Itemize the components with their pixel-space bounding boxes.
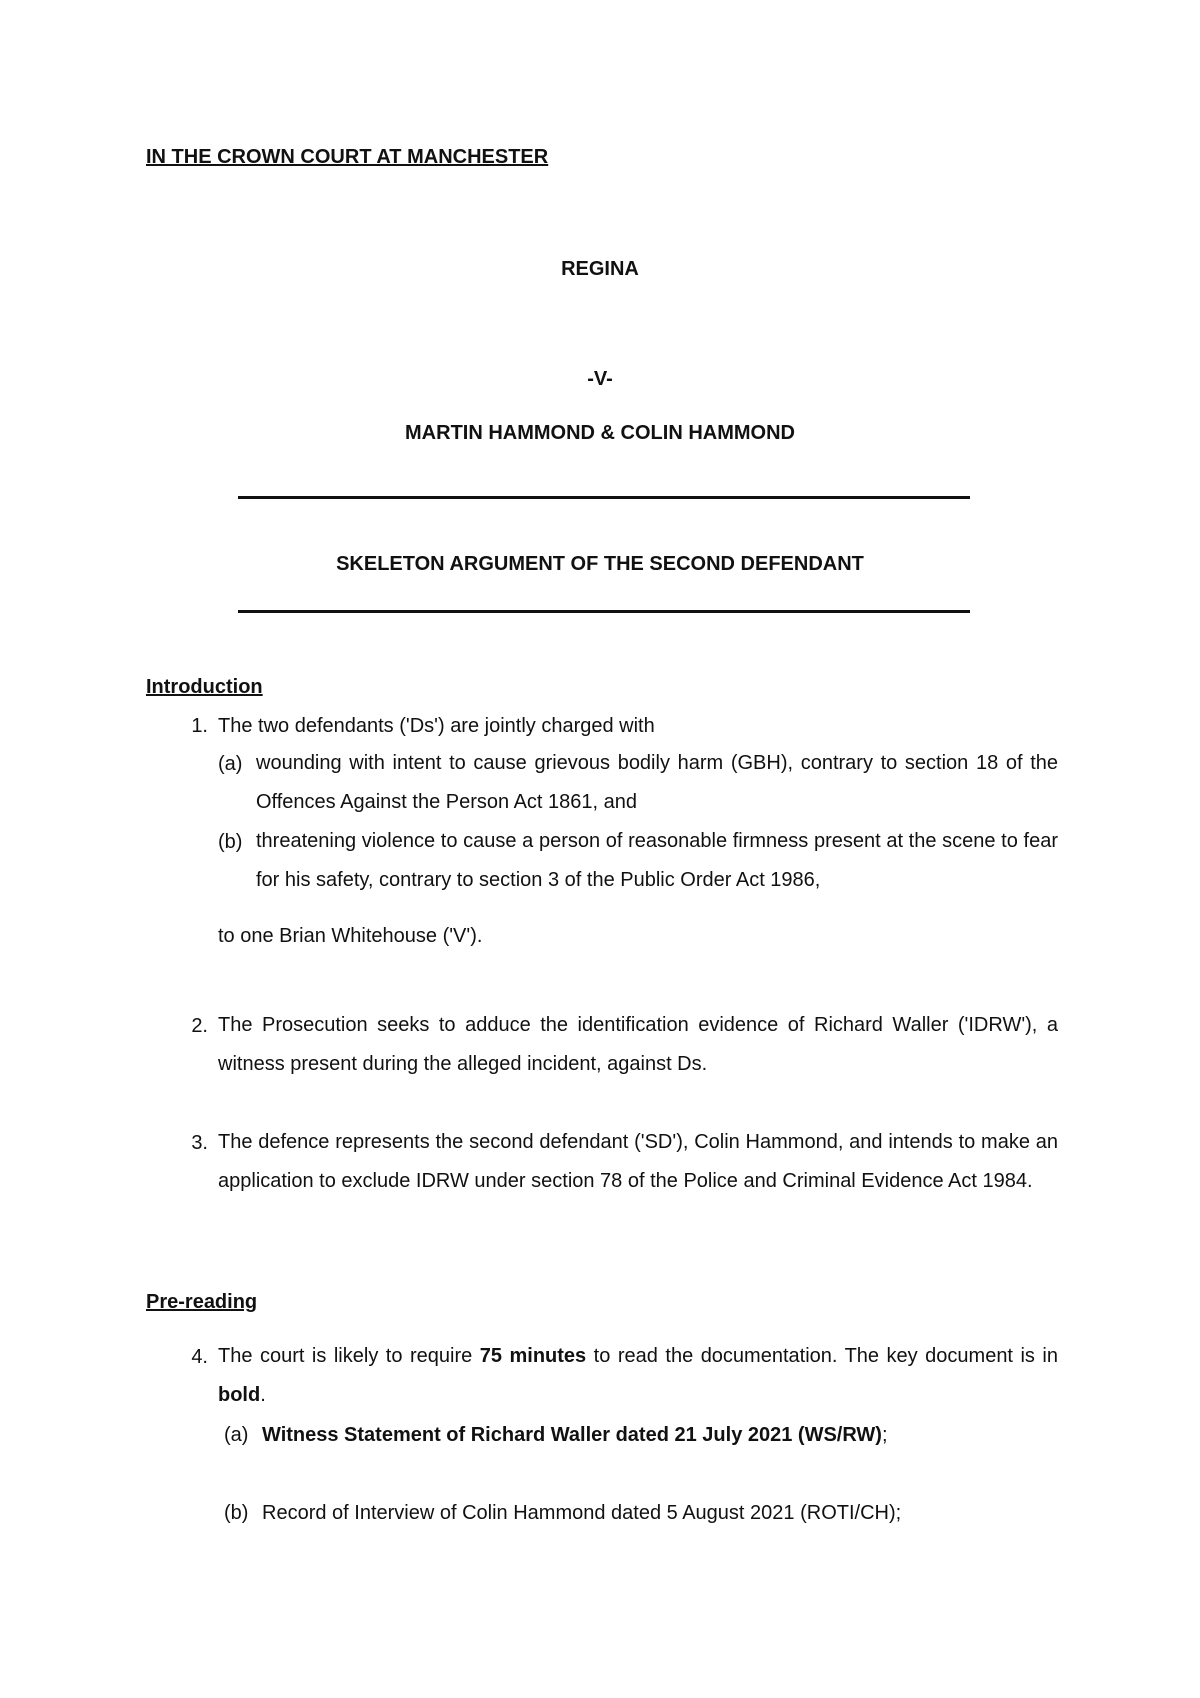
regina-heading: REGINA bbox=[561, 258, 639, 280]
document-item-b: Record of Interview of Colin Hammond dated 5 August 2021 (ROTI/CH); bbox=[262, 1502, 902, 1524]
paragraph-1-tail: to one Brian Whitehouse ('V'). bbox=[218, 925, 483, 947]
paragraph-3-text: The defence represents the second defendant ('SD'), Colin Hammond, and intends to make an application to exclude IDRW under section 78 of the Police and Criminal Evidence Act 1984. bbox=[218, 1131, 1058, 1192]
charge-a-text: wounding with intent to cause grievous bodily harm (GBH), contrary to section 18 of the Offences Against the Person Act 1861, and bbox=[256, 752, 1058, 813]
document-title: SKELETON ARGUMENT OF THE SECOND DEFENDANT bbox=[336, 553, 864, 575]
document-item-a bbox=[262, 1424, 888, 1447]
bold-word: bold bbox=[218, 1384, 261, 1406]
defendants-heading: MARTIN HAMMOND & COLIN HAMMOND bbox=[405, 422, 795, 444]
paragraph-4-text-b: to read the documentation. The key document is in bbox=[586, 1345, 1058, 1367]
introduction-heading: Introduction bbox=[146, 676, 263, 698]
reading-time: 75 minutes bbox=[479, 1345, 587, 1367]
paragraph-number: 2. bbox=[191, 1015, 208, 1037]
paragraph-2-text: The Prosecution seeks to adduce the identification evidence of Richard Waller ('IDRW'), a witness present during the alleged incident, against Ds. bbox=[218, 1014, 1058, 1075]
key-document: Witness Statement of Richard Waller dated 21 July 2021 (WS/RW) bbox=[262, 1424, 882, 1446]
sub-item-label: (b) bbox=[218, 831, 243, 853]
sub-item-label: (a) bbox=[224, 1424, 249, 1446]
versus-label: -V- bbox=[587, 368, 613, 390]
paragraph-4-text bbox=[218, 1337, 1058, 1415]
paragraph-4-text-c: . bbox=[260, 1384, 266, 1406]
paragraph-number: 4. bbox=[191, 1346, 208, 1368]
paragraph-number: 1. bbox=[191, 715, 208, 737]
bottom-rule bbox=[238, 610, 970, 613]
item-a-tail: ; bbox=[881, 1424, 888, 1446]
prereading-heading: Pre-reading bbox=[146, 1291, 258, 1313]
paragraph-number: 3. bbox=[191, 1132, 208, 1154]
sub-item-label: (b) bbox=[224, 1502, 249, 1524]
top-rule bbox=[238, 496, 970, 499]
charge-b-text: threatening violence to cause a person of reasonable firmness present at the scene to fear for his safety, contrary to section 3 of the Public Order Act 1986, bbox=[256, 830, 1058, 891]
court-heading: IN THE CROWN COURT AT MANCHESTER bbox=[146, 146, 549, 168]
sub-item-label: (a) bbox=[218, 753, 243, 775]
paragraph-4-text-a: The court is likely to require bbox=[218, 1345, 480, 1367]
paragraph-1-lead: The two defendants ('Ds') are jointly charged with bbox=[218, 715, 655, 737]
